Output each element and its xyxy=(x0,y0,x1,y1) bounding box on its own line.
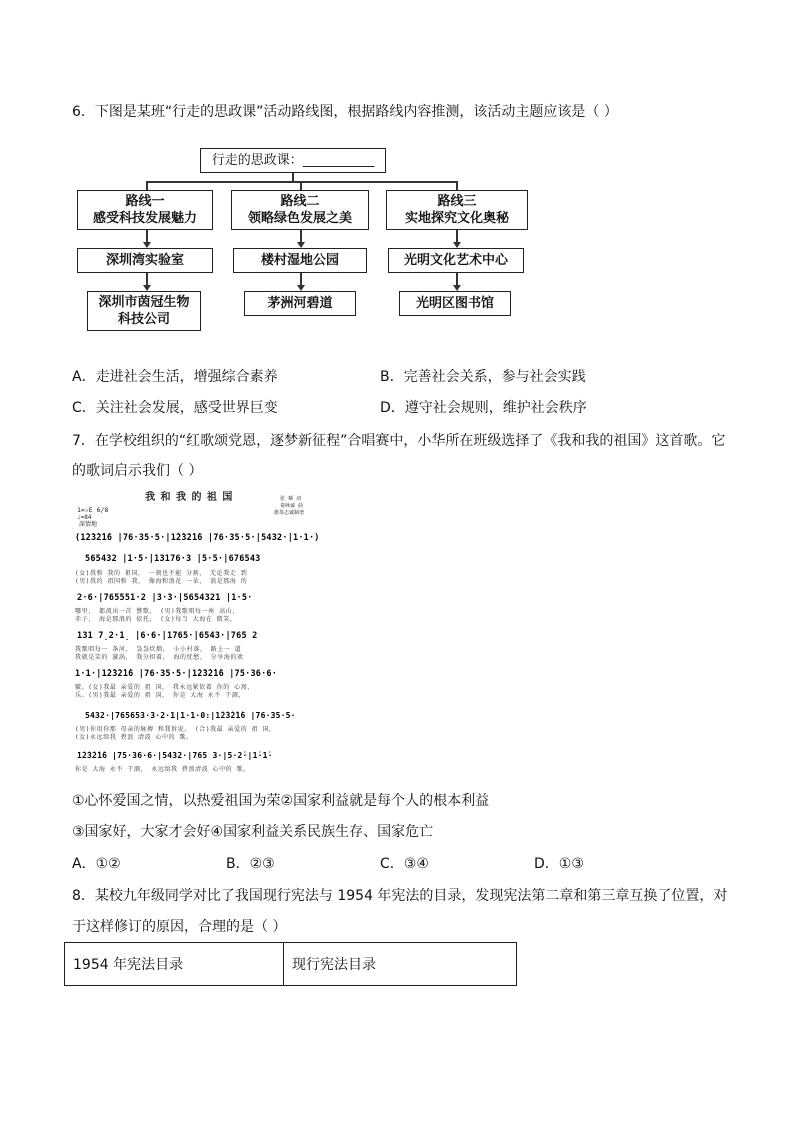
sheet-row-7-lyrics: 我就是笑的 漩涡， 我分担着， 海的忧愁， 分享海的欢 xyxy=(75,654,244,661)
sheet-credit-3: 旗茶志诚制谱 xyxy=(274,510,305,516)
sheet-row-5-lyrics: 赤子， 海是那浪的 依托， (女)每当 大海在 微笑， xyxy=(75,616,237,623)
q7-option-b[interactable]: B．②③ xyxy=(226,856,275,872)
q6-option-b[interactable]: B．完善社会关系，参与社会实践 xyxy=(380,369,586,385)
q6-option-c[interactable]: C．关注社会发展，感受世界巨变 xyxy=(72,400,278,416)
q8-stem-line-1: 8．某校九年级同学对比了我国现行宪法与 1954 年宪法的目录，发现宪法第二章和第三章互换了位置，对 xyxy=(72,888,728,904)
q7-option-d[interactable]: D．①③ xyxy=(534,856,584,872)
route-2-stop-1 xyxy=(233,248,367,273)
sheet-row-8-lyrics: 辙。(女)我最 亲爱的 祖 国， 我永远紧依着 你的 心窝， xyxy=(75,684,254,691)
sheet-title: 我 和 我 的 祖 国 xyxy=(145,492,234,503)
sheet-row-3-lyrics: (男)我的 祖国和 我， 像海和浪花 一朵， 浪是那海 的 xyxy=(75,578,248,585)
q7-statements-line-2: ③国家好，大家才会好④国家利益关系民族生存、国家危亡 xyxy=(72,824,434,840)
q7-option-c[interactable]: C．③④ xyxy=(380,856,429,872)
route-3-stop-2 xyxy=(399,291,511,316)
q6-option-d[interactable]: D．遵守社会规则，维护社会秩序 xyxy=(380,400,587,416)
sheet-row-10-lyrics: (男)你用你那 母亲的脉搏 和我诉说。 (合)我最 亲爱的 祖 国， xyxy=(75,726,276,733)
q6-stem: 6．下图是某班“行走的思政课”活动路线图，根据路线内容推测，该活动主题应该是（ ） xyxy=(72,104,618,120)
route-1-stop-1 xyxy=(77,248,213,273)
sheet-row-6-notes: 131 7̣2·1̣ |6·6·|1765·|6543·|765 2 xyxy=(77,631,258,641)
route-3-stop-1-label: 光明文化艺术中心 xyxy=(403,253,508,268)
route-1-stop-2-line-1: 深圳市茵冠生物 xyxy=(98,295,190,310)
route-1-stop-1-label: 深圳湾实验室 xyxy=(105,253,184,268)
route-2-stop-1-label: 楼村湿地公园 xyxy=(260,253,339,268)
sheet-row-9-lyrics: 乐。(男)我最 亲爱的 祖 国， 你是 大海 永不 干涸， xyxy=(75,692,245,699)
table-header-current: 现行宪法目录 xyxy=(284,943,517,986)
table-row xyxy=(65,943,517,986)
sheet-expression: 深情地 xyxy=(79,521,98,528)
route-3-stop-2-label: 光明区图书馆 xyxy=(415,296,494,311)
route-1-theme: 感受科技发展魅力 xyxy=(92,211,197,226)
sheet-credit-1: 张 藜 词 xyxy=(280,496,302,502)
route-2-theme: 领略绿色发展之美 xyxy=(247,211,352,226)
sheet-music-image xyxy=(75,490,320,775)
route-2-box xyxy=(231,190,369,230)
diagram-title: 行走的思政课：___________ xyxy=(211,153,375,168)
sheet-row-4-notes: 2·6·|765551·2 |3·3·|5654321 |1·5· xyxy=(77,593,253,603)
constitution-table xyxy=(64,942,517,986)
sheet-credit-2: 秦咏诚 曲 xyxy=(280,503,304,509)
sheet-row-11-lyrics: (女)永远给我 碧浪 清波 心中的 歌。 xyxy=(75,734,193,741)
route-2-stop-2 xyxy=(244,291,356,316)
sheet-row-1-notes: (1̇2̇3̇2̇1̇6 |76·35·5·|1̇2̇3̇2̇1̇6 |76·35·5·|5432·|1·1·) xyxy=(75,533,320,543)
sheet-row-4-lyrics: 哪里， 都流出一首 赞歌， (男)我歌唱每一座 高山， xyxy=(75,608,239,615)
sheet-key: 1=♭E 6/8 xyxy=(77,506,109,514)
route-3-name: 路线三 xyxy=(437,194,477,209)
route-1-stop-2-line-2: 科技公司 xyxy=(117,312,170,327)
route-1-box xyxy=(77,190,213,230)
route-1-name: 路线一 xyxy=(125,194,165,209)
route-1-stop-2 xyxy=(87,291,201,331)
sheet-tempo: ♩=84 xyxy=(77,514,92,521)
sheet-row-2-lyrics: (女)我和 我的 祖国， 一刻也不能 分割， 无论我走 到 xyxy=(75,570,248,577)
q7-statements-line-1: ①心怀爱国之情，以热爱祖国为荣②国家利益就是每个人的根本利益 xyxy=(72,793,490,809)
sheet-row-12-notes: 1̇2̇3̇2̇1̇6 |75·36·6·|5432·|765 3·|5·2̇·|1̇·1̇· xyxy=(77,751,273,760)
sheet-row-12-lyrics: 你是 大海 永不 干涸， 永远给我 碧浪清波 心中的 歌。 xyxy=(75,766,250,773)
sheet-row-2-notes: 565432 |1·5·|13176·3 |5·5·|676543 xyxy=(85,554,261,564)
route-2-stop-2-label: 茅洲河碧道 xyxy=(267,296,333,311)
q7-stem-line-2: 的歌词启示我们（ ） xyxy=(72,463,203,479)
q6-option-a[interactable]: A．走进社会生活，增强综合素养 xyxy=(72,369,278,385)
route-3-box xyxy=(386,190,528,230)
table-header-1954: 1954 年宪法目录 xyxy=(65,943,284,986)
q7-stem-line-1: 7．在学校组织的“红歌颂党恩，逐梦新征程”合唱赛中，小华所在班级选择了《我和我的祖国》这首歌。它 xyxy=(72,433,726,449)
route-3-theme: 实地探究文化奥秘 xyxy=(404,211,509,226)
route-2-name: 路线二 xyxy=(280,194,320,209)
sheet-row-10-notes: 5432·|765653·3·2·1|1·1·0:|1̇2̇3̇2̇1̇6 |76·35·5· xyxy=(85,711,296,720)
route-3-stop-1 xyxy=(388,248,524,273)
sheet-row-6-lyrics: 我歌唱每一 条河， 袅袅炊烟， 小小村落， 路上一 道 xyxy=(75,646,242,653)
diagram-title-box xyxy=(200,148,386,173)
q7-option-a[interactable]: A．①② xyxy=(72,856,121,872)
sheet-row-8-notes: 1·1·|1̇2̇3̇2̇1̇6 |76·35·5·|1̇2̇3̇2̇1̇6 |75·36·6· xyxy=(75,669,278,679)
q8-stem-line-2: 于这样修订的原因，合理的是（ ） xyxy=(72,919,287,935)
